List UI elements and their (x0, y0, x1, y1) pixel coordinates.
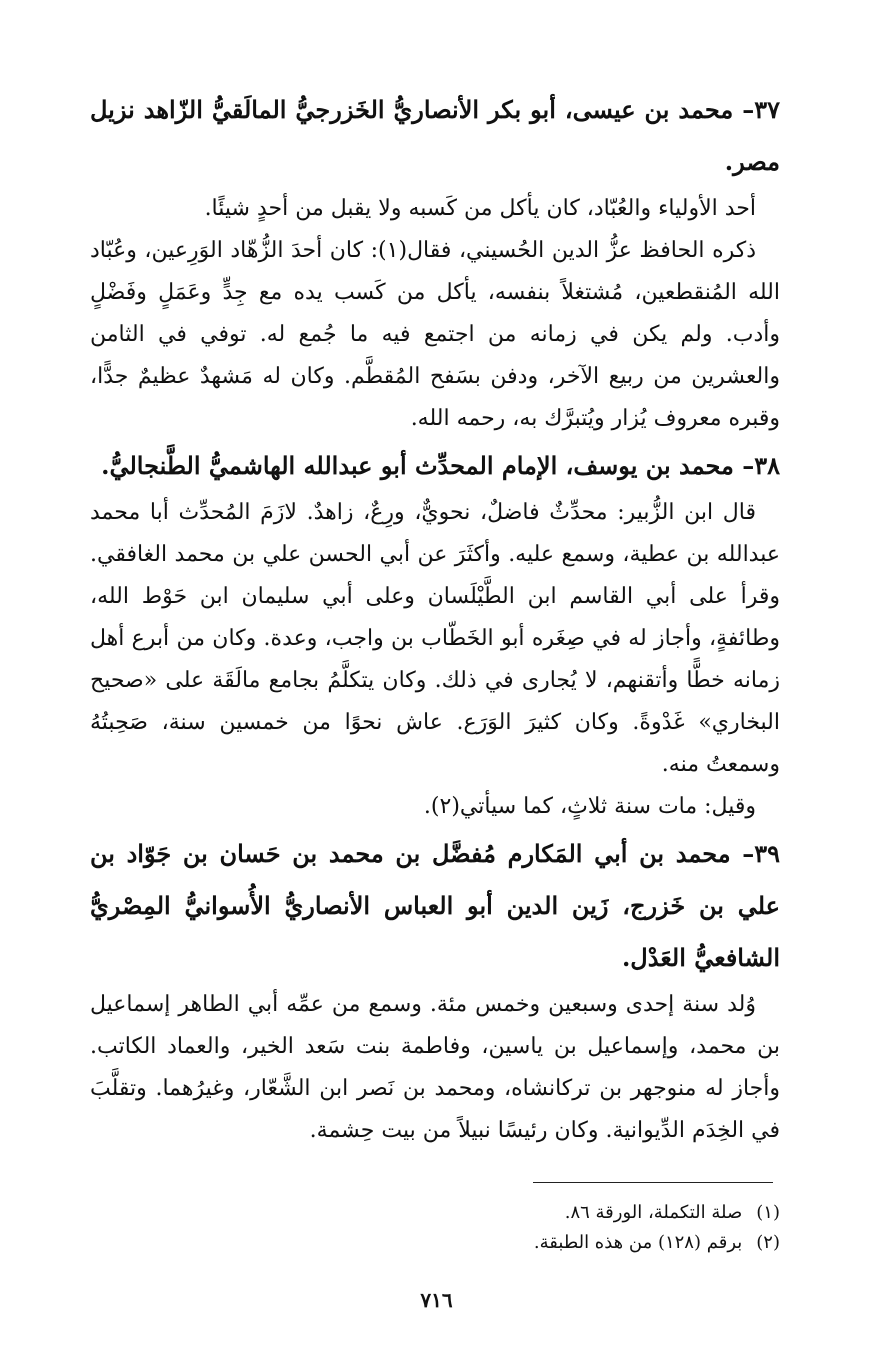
entry-37-heading: ٣٧– محمد بن عيسى، أبو بكر الأنصاريُّ الخَزرجيُّ المالَقيُّ الزّاهد نزيل مصر. (90, 95, 780, 176)
entry-37-paragraph-2: ذكره الحافظ عزُّ الدين الحُسيني، فقال(١): كان أحدَ الزُّهّاد الوَرِعين، وعُبّاد الله المُنقطعين، مُشتغلاً بنفسه، يأكل من كَسب يده مع جِدٍّ وعَمَلٍ وفَضْلٍ وأدب. ولم يكن في زمانه من اجتمع فيه ما جُمع له. توفي في الثامن والعشرين من ربيع الآخر، ودفن بسَفح المُقطَّم. وكان له مَشهدٌ عظيمٌ جدًّا، وقبره معروف يُزار ويُتبرَّك به، رحمه الله. (90, 238, 780, 431)
footnote-text: برقم (١٢٨) من هذه الطبقة. (533, 1232, 743, 1253)
entry-38-paragraph-1: قال ابن الزُّبير: محدِّثٌ فاضلٌ، نحويٌّ، ورِعٌ، زاهدٌ. لازَمَ المُحدِّث أبا محمد عبدالله بن عطية، وسمع عليه. وأكثَرَ عن أبي الحسن علي بن محمد الغافقي. وقرأ على أبي القاسم ابن الطَّيْلَسان وعلى أبي سليمان ابن حَوْط الله، وطائفةٍ، وأجاز له في صِغَره أبو الخَطّاب بن واجب، وعدة. وكان من أبرع أهل زمانه خطًّا وأتقنهم، لا يُجارى في ذلك. وكان يتكلَّمُ بجامع مالَقَة على «صحيح البخاري» غَدْوةً. وكان كثيرَ الوَرَع. عاش نحوًا من خمسين سنة، صَحِبتُهُ وسمعتُ منه. (90, 500, 780, 777)
footnote (420, 1198, 780, 1228)
footnote-number: (١) (756, 1202, 780, 1223)
footnotes (420, 1198, 780, 1258)
footnote-number: (٢) (756, 1232, 780, 1253)
entry-38-heading: ٣٨– محمد بن يوسف، الإمام المحدِّث أبو عبدالله الهاشميُّ الطَّنجاليُّ. (101, 451, 780, 480)
footnote (420, 1228, 780, 1258)
footnote-divider (533, 1182, 773, 1183)
entry-39-heading: ٣٩– محمد بن أبي المَكارم مُفضَّل بن محمد بن حَسان بن جَوّاد بن علي بن خَزرج، زَين الدين أبو العباس الأنصاريُّ الأُسوانيُّ المِصْريُّ الشافعيُّ العَدْل. (90, 839, 780, 972)
entry-38-paragraph-2: وقيل: مات سنة ثلاثٍ، كما سيأتي(٢). (423, 794, 756, 819)
page-number: ٧١٦ (420, 1288, 453, 1312)
page-body (90, 84, 780, 1152)
entry-39-paragraph-1: وُلد سنة إحدى وسبعين وخمس مئة. وسمع من عمِّه أبي الطاهر إسماعيل بن محمد، وإسماعيل بن ياسين، وفاطمة بنت سَعد الخير، والعماد الكاتب. وأجاز له منوجهر بن تركانشاه، ومحمد بن نَصر ابن الشَّعّار، وغيرُهما. وتقلَّبَ في الخِدَم الدِّيوانية. وكان رئيسًا نبيلاً من بيت حِشمة. (90, 992, 780, 1143)
footnote-text: صلة التكملة، الورقة ٨٦. (564, 1202, 743, 1223)
entry-37-paragraph-1: أحد الأولياء والعُبّاد، كان يأكل من كَسبه ولا يقبل من أحدٍ شيئًا. (204, 196, 756, 221)
